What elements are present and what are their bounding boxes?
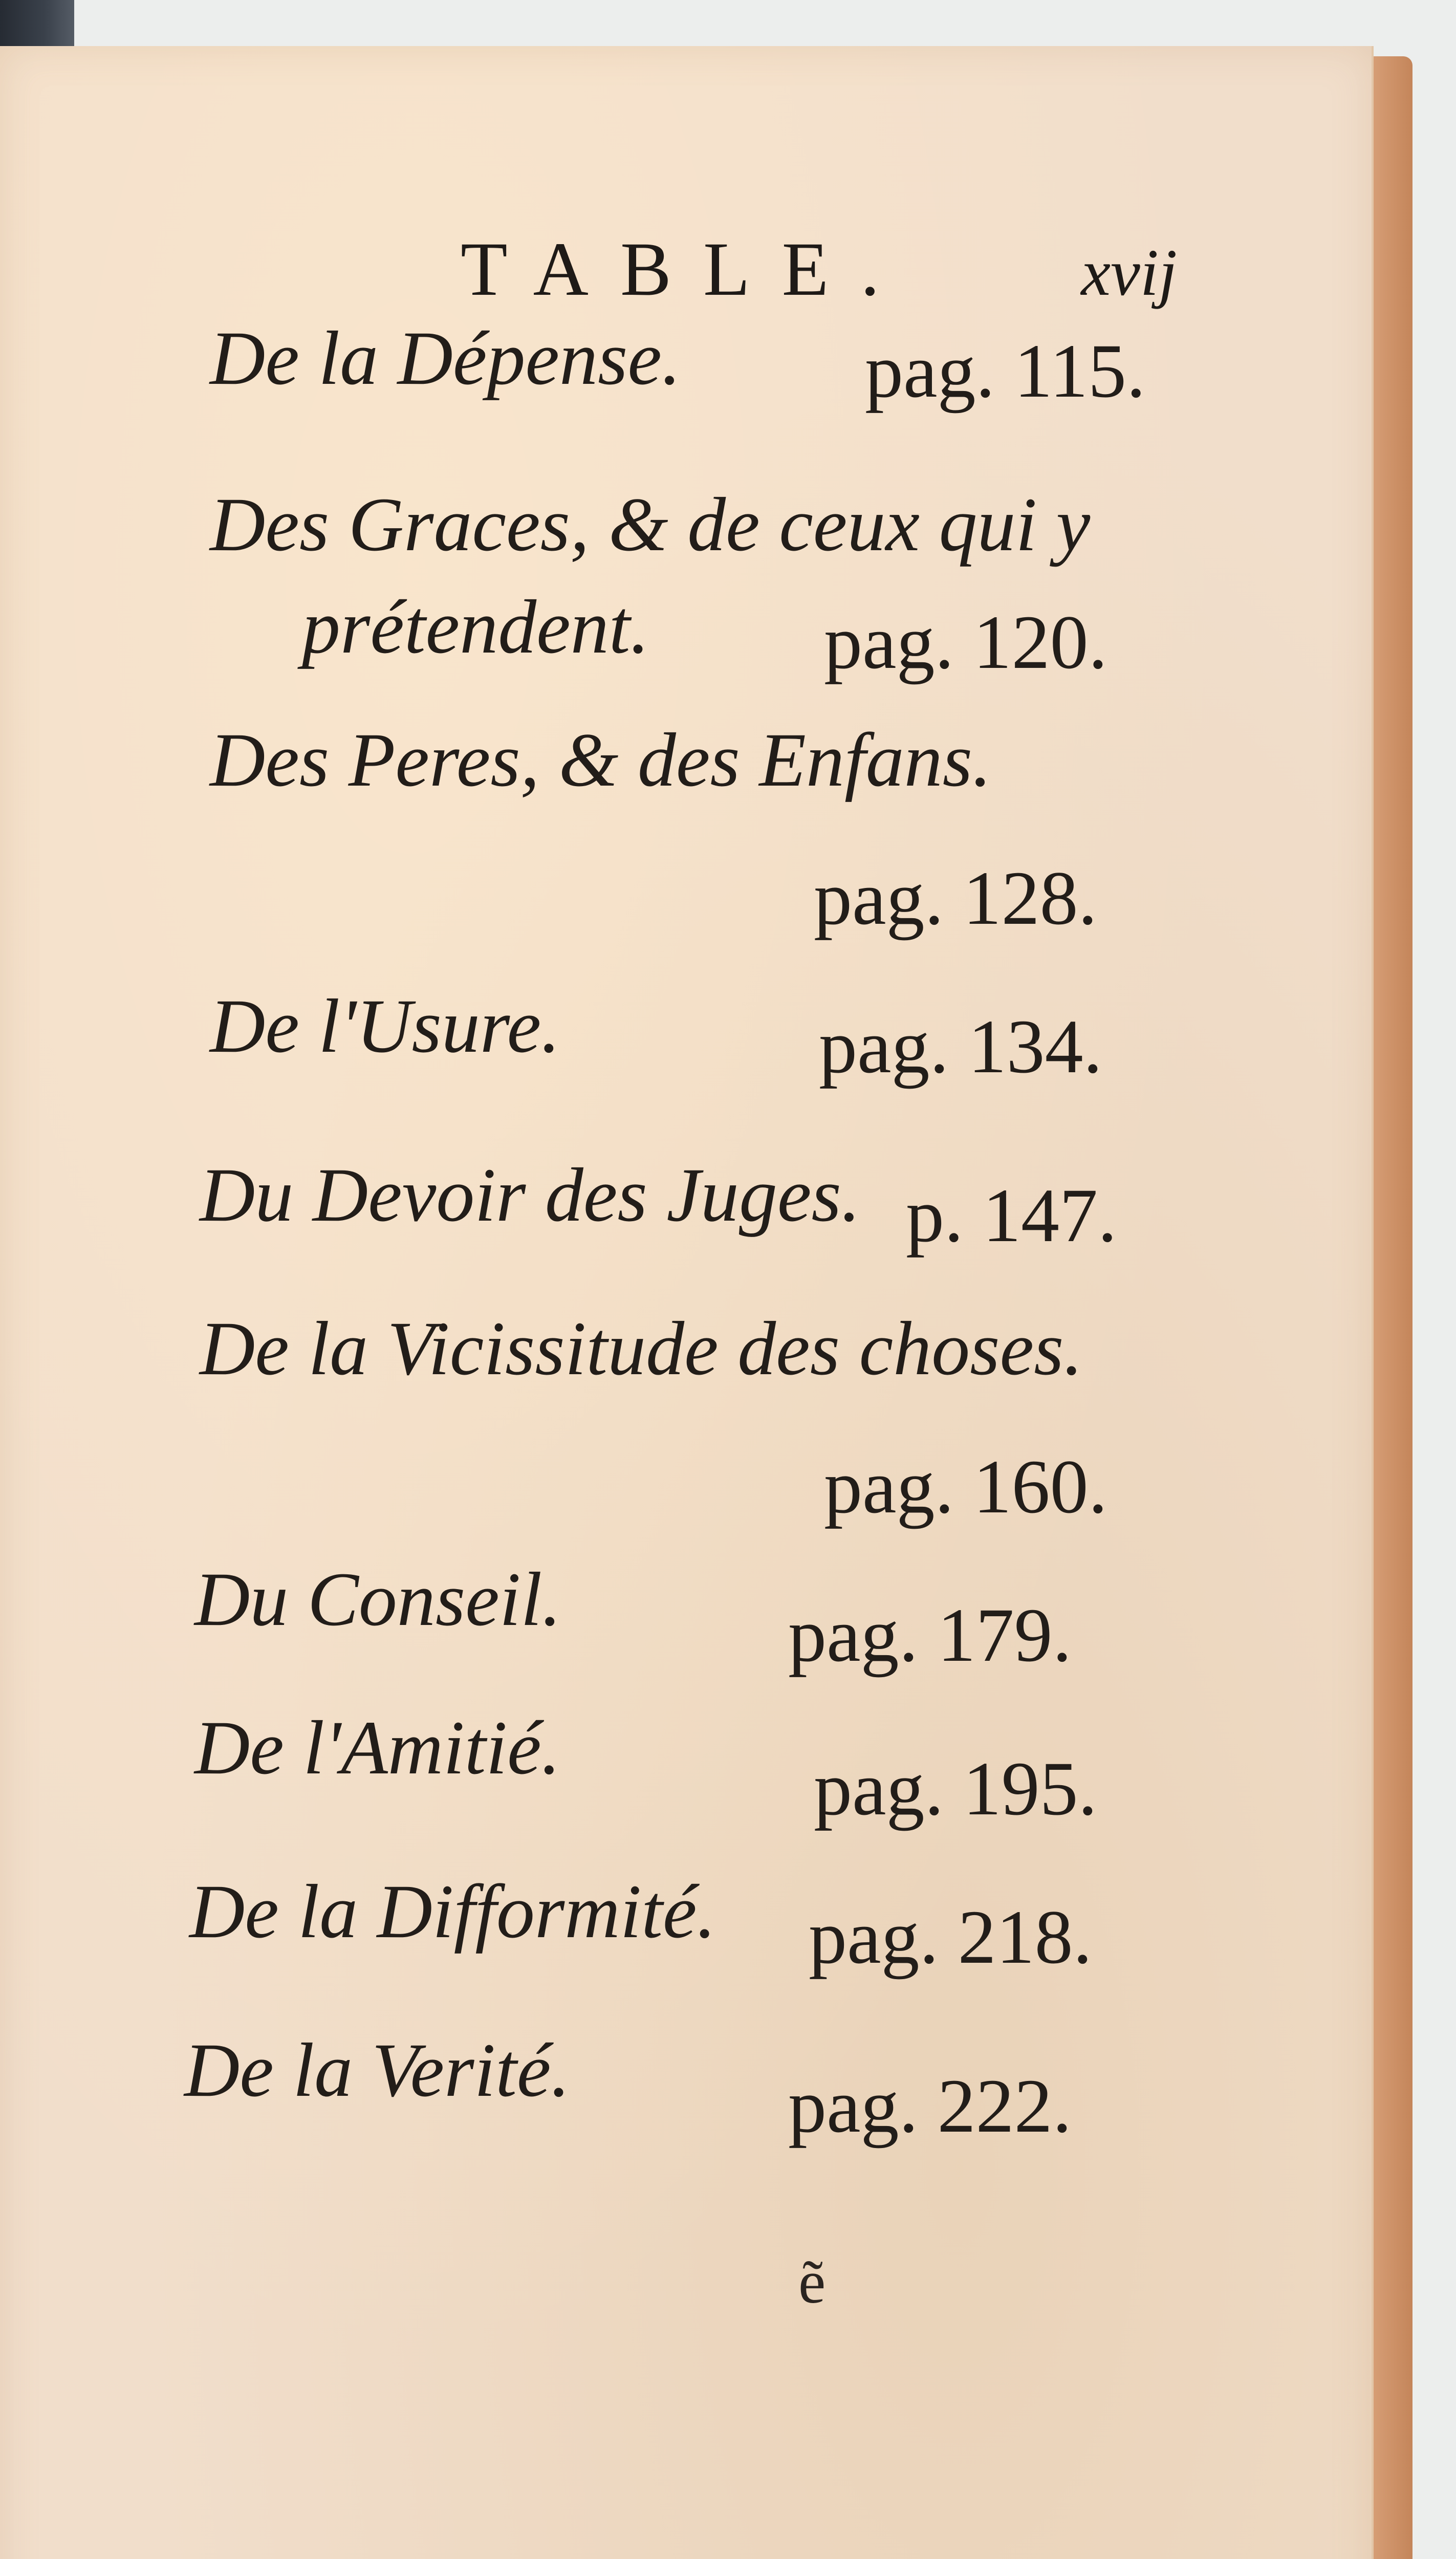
running-head-title: TABLE.: [461, 227, 911, 312]
toc-entry-title: Du Conseil.: [194, 1557, 561, 1642]
toc-entry-title: Du Devoir des Juges.: [200, 1153, 861, 1238]
toc-entry-title: De la Dépense.: [210, 316, 681, 401]
toc-entry-page: pag. 120.: [824, 600, 1108, 685]
toc-entry-title: De l'Usure.: [210, 984, 560, 1069]
toc-entry-title: De l'Amitié.: [194, 1705, 561, 1790]
toc-entry-title: Des Graces, & de ceux qui y: [210, 482, 1091, 567]
toc-entry-page: pag. 179.: [788, 1593, 1072, 1678]
toc-entry-title: De la Verité.: [184, 2028, 570, 2113]
toc-entry-page: p. 147.: [906, 1173, 1117, 1258]
toc-entry-continuation: prétendent.: [302, 584, 649, 669]
toc-entry-title: De la Vicissitude des choses.: [200, 1306, 1083, 1391]
toc-entry-page: pag. 134.: [819, 1004, 1103, 1089]
toc-entry-page: pag. 160.: [824, 1444, 1108, 1529]
toc-entry-page: pag. 115.: [865, 329, 1146, 414]
catchword: ẽ: [798, 2248, 826, 2316]
toc-entry-page: pag. 128.: [814, 856, 1098, 941]
toc-entry-page: pag. 218.: [809, 1895, 1093, 1980]
folio-number: xvij: [1081, 236, 1177, 310]
toc-entry-page: pag. 222.: [788, 2064, 1072, 2149]
table-of-contents: [0, 46, 1372, 2559]
toc-entry-title: De la Difformité.: [189, 1869, 716, 1954]
book-page: [0, 46, 1374, 2559]
toc-entry-page: pag. 195.: [814, 1746, 1098, 1831]
toc-entry-title: Des Peres, & des Enfans.: [210, 718, 992, 803]
